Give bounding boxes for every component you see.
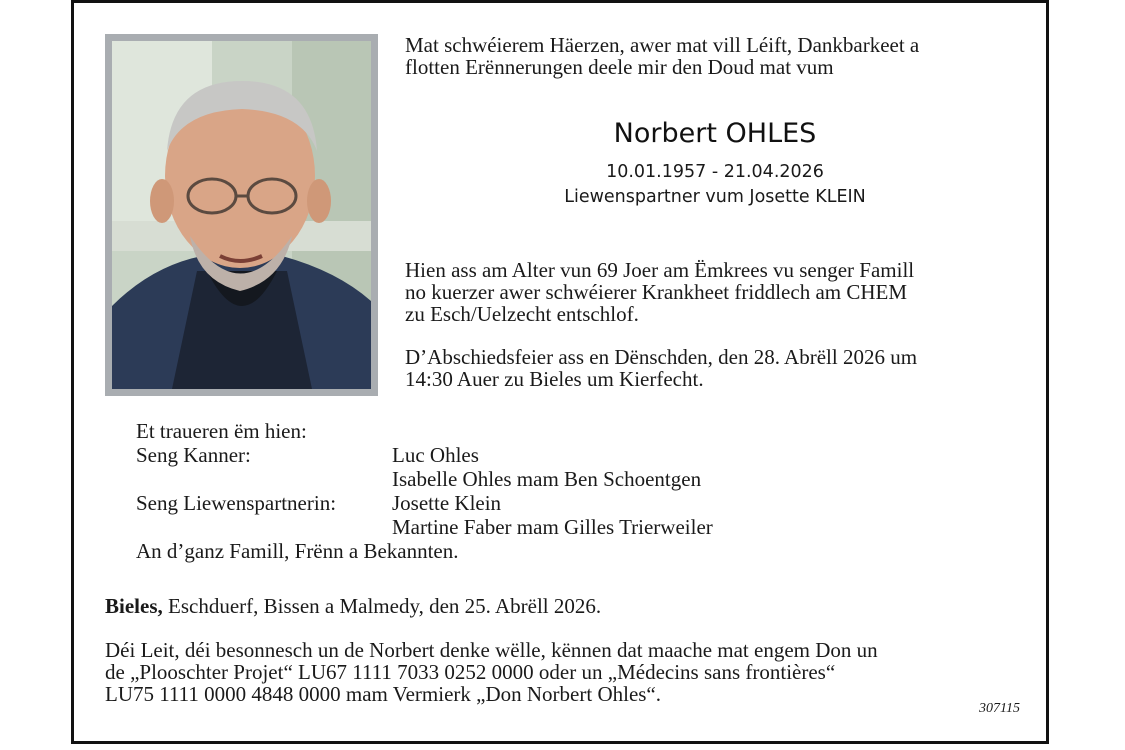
deceased-name: Norbert OHLES xyxy=(613,118,817,149)
place-and-date xyxy=(105,594,1005,618)
paragraph-line: no kuerzer awer schwéierer Krankheet friddlech am CHEM xyxy=(405,280,908,304)
children-label: Seng Kanner: xyxy=(136,443,251,467)
children-row xyxy=(136,443,936,467)
portrait-photo xyxy=(112,41,371,389)
portrait-frame xyxy=(105,34,378,396)
partner-label: Seng Liewenspartnerin: xyxy=(136,491,337,515)
funeral-details xyxy=(405,346,1025,390)
place-town: Bieles, xyxy=(105,594,163,618)
paragraph-line: Hien ass am Alter vun 69 Joer am Ëmkrees vu senger Famill xyxy=(405,258,915,282)
place-rest: Eschduerf, Bissen a Malmedy, den 25. Abrëll 2026. xyxy=(162,594,602,618)
donation-request xyxy=(105,639,1025,705)
partner-family-name: Martine Faber mam Gilles Trierweiler xyxy=(392,515,713,539)
children-name: Isabelle Ohles mam Ben Schoentgen xyxy=(392,467,702,491)
children-name: Luc Ohles xyxy=(392,443,479,467)
intro-text xyxy=(405,34,1025,78)
intro-line: flotten Erënnerungen deele mir den Doud mat vum xyxy=(405,55,834,79)
life-dates: 10.01.1957 - 21.04.2026 xyxy=(606,162,824,182)
mourners-heading: Et traueren ëm hien: xyxy=(136,419,307,443)
paragraph-line: D’Abschiedsfeier ass en Dënschden, den 28. Abrëll 2026 um xyxy=(405,345,918,369)
mourners-list xyxy=(136,419,936,563)
partner-name: Josette Klein xyxy=(392,491,502,515)
partner-row xyxy=(136,491,936,515)
paragraph-line: zu Esch/Uelzecht entschlof. xyxy=(405,302,639,326)
intro-line: Mat schwéierem Häerzen, awer mat vill Léift, Dankbarkeet a xyxy=(405,33,920,57)
death-circumstances xyxy=(405,259,1025,325)
paragraph-line: 14:30 Auer zu Bieles um Kierfecht. xyxy=(405,367,704,391)
donation-line: Déi Leit, déi besonnesch un de Norbert denke wëlle, kënnen dat maache mat engem Don un xyxy=(105,638,878,662)
reference-number: 307115 xyxy=(979,701,1020,716)
obituary-notice xyxy=(71,0,1049,744)
partner-line: Liewenspartner vum Josette KLEIN xyxy=(564,187,866,207)
donation-line: LU75 1111 0000 4848 0000 mam Vermierk „Don Norbert Ohles“. xyxy=(105,682,662,706)
partner-row xyxy=(136,515,936,539)
donation-line: de „Plooschter Projet“ LU67 1111 7033 0252 0000 oder un „Médecins sans frontières“ xyxy=(105,660,836,684)
mourners-closing: An d’ganz Famill, Frënn a Bekannten. xyxy=(136,539,459,563)
children-row xyxy=(136,467,936,491)
